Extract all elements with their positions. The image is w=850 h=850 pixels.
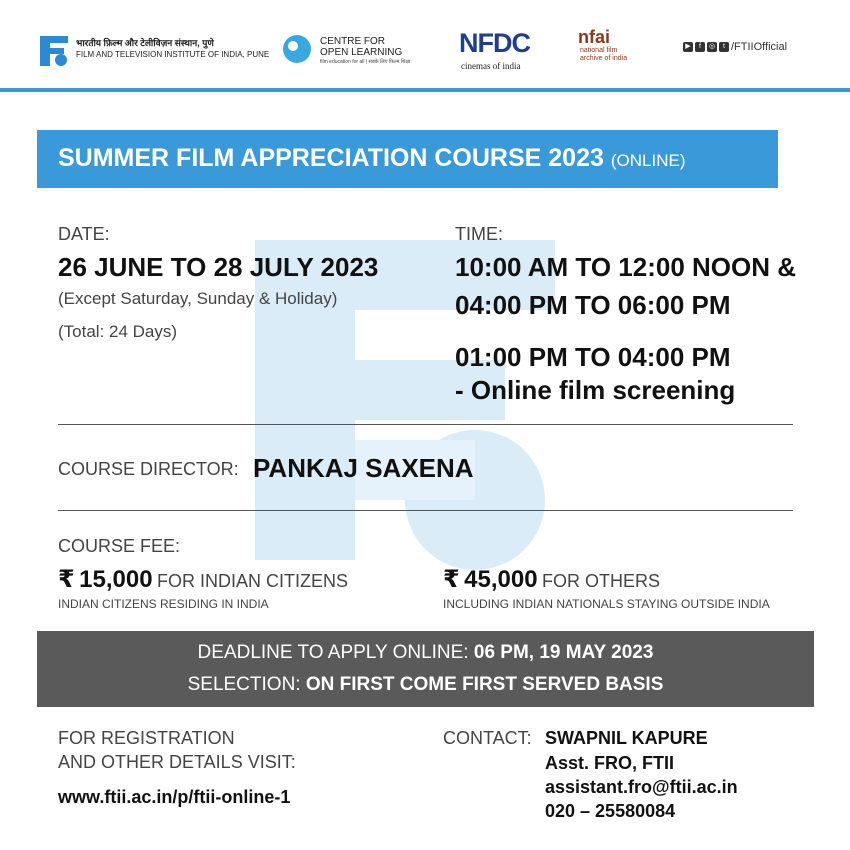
registration-line2: AND OTHER DETAILS VISIT: <box>58 752 296 772</box>
selection-value: ON FIRST COME FIRST SERVED BASIS <box>305 674 664 695</box>
ftii-english-name: FILM AND TELEVISION INSTITUTE OF INDIA, PUNE <box>76 50 270 59</box>
divider <box>58 510 793 511</box>
twitter-icon[interactable]: t <box>719 42 729 52</box>
fee-others-note: INCLUDING INDIAN NATIONALS STAYING OUTSIDE INDIA <box>443 597 770 611</box>
director-label: COURSE DIRECTOR: <box>58 459 239 479</box>
time-line1: 10:00 AM TO 12:00 NOON & <box>455 252 796 282</box>
date-label: DATE: <box>58 224 110 244</box>
logo-header <box>0 0 850 88</box>
deadline-value: 06 PM, 19 MAY 2023 <box>473 642 654 663</box>
contact-phone[interactable]: 020 – 25580084 <box>545 801 676 821</box>
director-name: PANKAJ SAXENA <box>253 453 474 483</box>
fee-indian <box>58 565 348 594</box>
rupee-icon: ₹ <box>58 566 75 593</box>
nfdc-tagline: cinemas of india <box>461 61 521 71</box>
contact-name: SWAPNIL KAPURE <box>545 728 708 748</box>
contact-label: CONTACT: <box>443 728 532 748</box>
date-range: 26 JUNE TO 28 JULY 2023 <box>58 252 379 282</box>
col-tagline: film education for all | सबके लिए फ़िल्म शिक्षा <box>320 59 411 65</box>
deadline-label: DEADLINE TO APPLY ONLINE: <box>197 642 469 663</box>
social-handle: /FTIIOfficial <box>731 41 788 53</box>
fee-label: COURSE FEE: <box>58 536 181 556</box>
divider <box>58 424 793 425</box>
selection-label: SELECTION: <box>187 674 301 695</box>
fee-indian-note: INDIAN CITIZENS RESIDING IN INDIA <box>58 597 269 611</box>
youtube-icon[interactable]: ▶ <box>683 42 693 52</box>
date-total: (Total: 24 Days) <box>58 322 178 341</box>
col-line2: OPEN LEARNING <box>320 47 403 58</box>
course-title <box>58 144 685 173</box>
nfdc-logo: NFDC <box>459 28 530 58</box>
selection-line <box>37 674 814 696</box>
fee-indian-amount: 15,000 <box>79 566 153 593</box>
registration-url[interactable]: www.ftii.ac.in/p/ftii-online-1 <box>58 787 291 807</box>
contact-role: Asst. FRO, FTII <box>545 753 675 773</box>
course-mode: (ONLINE) <box>610 151 686 170</box>
registration-line1: FOR REGISTRATION <box>58 728 235 748</box>
time-label: TIME: <box>455 224 503 244</box>
deadline-line <box>37 642 814 664</box>
contact-email[interactable]: assistant.fro@ftii.ac.in <box>545 777 738 797</box>
facebook-icon[interactable]: f <box>695 42 705 52</box>
ftii-logo-icon <box>36 32 72 68</box>
instagram-icon[interactable]: ◎ <box>708 43 716 51</box>
fee-others-amount: 45,000 <box>464 566 538 593</box>
time-line4: - Online film screening <box>455 375 736 405</box>
ftii-hindi-name: भारतीय फ़िल्म और टेलीविज़न संस्थान, पुणे <box>76 38 214 48</box>
course-title-main: SUMMER FILM APPRECIATION COURSE 2023 <box>58 144 604 172</box>
time-line3: 01:00 PM TO 04:00 PM <box>455 342 731 372</box>
col-line1: CENTRE FOR <box>320 36 385 47</box>
time-line2: 04:00 PM TO 06:00 PM <box>455 290 731 320</box>
date-note: (Except Saturday, Sunday & Holiday) <box>58 289 338 308</box>
fee-indian-label: FOR INDIAN CITIZENS <box>157 571 349 591</box>
fee-others-label: FOR OTHERS <box>542 571 661 591</box>
header-divider <box>0 88 850 92</box>
fee-others <box>443 565 660 594</box>
nfai-logo: nfai <box>578 27 611 47</box>
social-links[interactable] <box>683 41 787 53</box>
nfai-tagline: national film archive of india <box>580 47 628 62</box>
rupee-icon: ₹ <box>443 566 460 593</box>
col-logo-icon <box>282 34 312 64</box>
